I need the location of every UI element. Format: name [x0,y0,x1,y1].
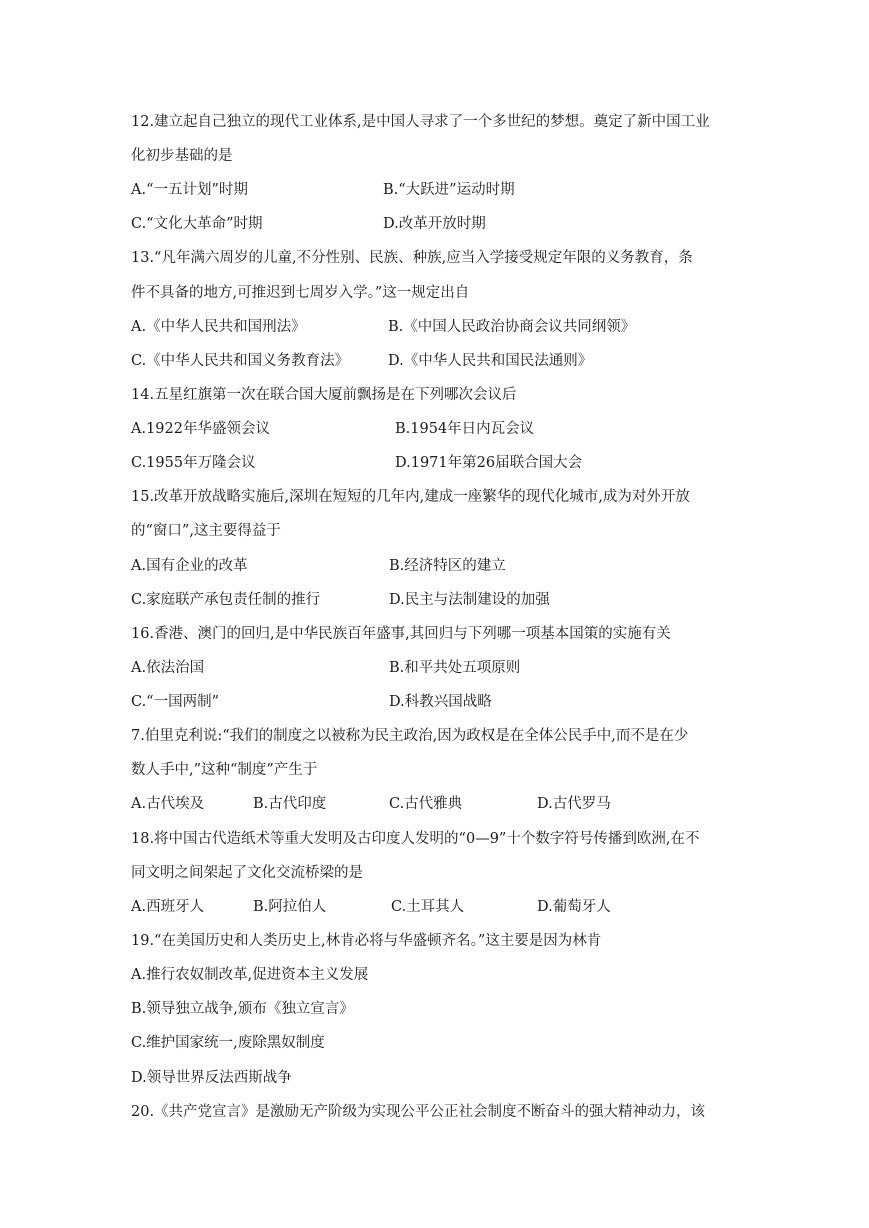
question-19-stem-line-1: 19.“在美国历史和人类历史上,林肯必将与华盛顿齐名。”这主要是因为林肯 [131,933,602,949]
question-19-option-b: B.领导独立战争,颁布《独立宣言》 [131,1001,354,1017]
question-19-option-d: D.领导世界反法西斯战争 [131,1070,292,1086]
question-15-option-b: B.经济特区的建立 [389,558,506,574]
question-12-option-c: C.“文化大革命”时期 [131,216,263,232]
question-13-stem-line-1: 13.“凡年满六周岁的儿童,不分性别、民族、种族,应当入学接受规定年限的义务教育，条 [131,250,693,266]
question-15-option-d: D.民主与法制建设的加强 [389,592,550,608]
question-20-stem-line-1: 20.《共产党宣言》是激励无产阶级为实现公平公正社会制度不断奋斗的强大精神动力，该 [131,1104,706,1120]
question-13-option-a: A.《中华人民共和国刑法》 [131,319,306,335]
question-13-option-d: D.《中华人民共和国民法通则》 [388,353,593,369]
question-17-option-a: A.古代埃及 [131,796,205,812]
question-18-stem-line-2: 同文明之间架起了文化交流桥梁的是 [131,865,363,881]
question-14-option-a: A.1922年华盛领会议 [131,421,270,437]
question-13-option-c: C.《中华人民共和国义务教育法》 [131,353,350,369]
question-14-option-b: B.1954年日内瓦会议 [395,421,535,437]
question-14-stem-line-1: 14.五星红旗第一次在联合国大厦前飘扬是在下列哪次会议后 [131,387,517,403]
question-16-stem-line-1: 16.香港、澳门的回归,是中华民族百年盛事,其回归与下列哪一项基本国策的实施有关 [131,626,671,642]
question-12-stem-line-2: 化初步基础的是 [131,148,233,164]
question-17-option-b: B.古代印度 [253,796,327,812]
question-17-option-d: D.古代罗马 [537,796,611,812]
question-18-option-d: D.葡萄牙人 [537,899,611,915]
question-15-stem-line-2: 的“窗口”,这主要得益于 [131,523,281,539]
question-18-option-c: C.土耳其人 [391,899,465,915]
question-15-option-c: C.家庭联产承包责任制的推行 [131,592,321,608]
question-12-option-d: D.改革开放时期 [383,216,486,232]
question-19-option-c: C.维护国家统一,废除黑奴制度 [131,1035,325,1051]
question-19-option-a: A.推行农奴制改革,促进资本主义发展 [131,967,369,983]
question-16-option-a: A.依法治国 [131,660,205,676]
question-16-option-c: C.“一国两制” [131,694,220,710]
question-14-option-c: C.1955年万隆会议 [131,455,256,471]
question-14-option-d: D.1971年第26届联合国大会 [395,455,583,471]
question-12-stem-line-1: 12.建立起自己独立的现代工业体系,是中国人寻求了一个多世纪的梦想。奠定了新中国工业 [131,114,710,130]
question-16-option-b: B.和平共处五项原则 [389,660,521,676]
question-16-option-d: D.科教兴国战略 [389,694,492,710]
question-17-stem-line-2: 数人手中,”这种“制度”产生于 [131,762,318,778]
question-18-stem-line-1: 18.将中国古代造纸术等重大发明及古印度人发明的“0—9”十个数字符号传播到欧洲,在不 [131,831,700,847]
question-13-stem-line-2: 件不具备的地方,可推迟到七周岁入学。”这一规定出自 [131,285,470,301]
question-12-option-a: A.“一五计划”时期 [131,182,248,198]
question-18-option-b: B.阿拉伯人 [253,899,327,915]
question-17-stem-line-1: 7.伯里克利说:“我们的制度之以被称为民主政治,因为政权是在全体公民手中,而不是在少 [131,728,689,744]
question-18-option-a: A.西班牙人 [131,899,205,915]
question-17-option-c: C.古代雅典 [389,796,463,812]
question-15-option-a: A.国有企业的改革 [131,558,248,574]
question-12-option-b: B.“大跃进”运动时期 [383,182,515,198]
question-15-stem-line-1: 15.改革开放战略实施后,深圳在短短的几年内,建成一座繁华的现代化城市,成为对外开放 [131,489,690,505]
question-13-option-b: B.《中国人民政治协商会议共同纲领》 [388,319,636,335]
